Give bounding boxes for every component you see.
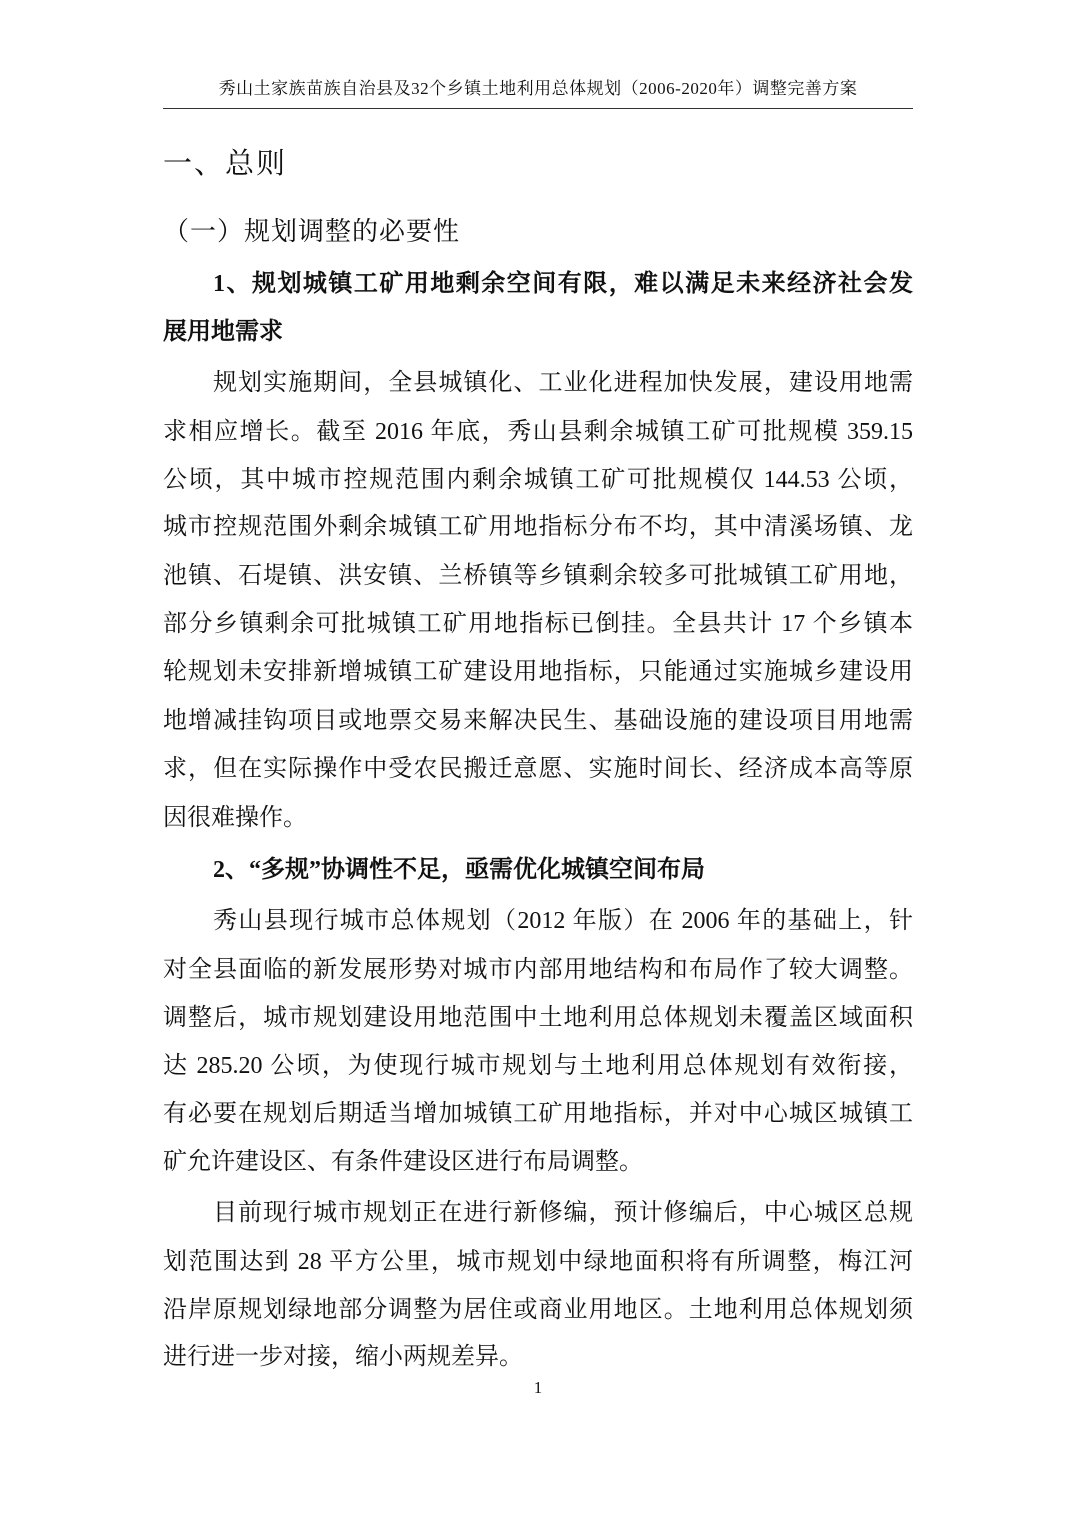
item2-heading: 2、“多规”协调性不足，亟需优化城镇空间布局 xyxy=(213,857,705,883)
running-header: 秀山土家族苗族自治县及32个乡镇土地利用总体规划（2006-2020年）调整完善方案 xyxy=(218,79,858,98)
paragraph-line: 地增减挂钩项目或地票交易来解决民生、基础设施的建设项目用地需 xyxy=(163,708,913,734)
paragraph-line: 矿允许建设区、有条件建设区进行布局调整。 xyxy=(163,1149,643,1175)
paragraph-line: 轮规划未安排新增城镇工矿建设用地指标，只能通过实施城乡建设用 xyxy=(163,659,913,685)
paragraph-line: 对全县面临的新发展形势对城市内部用地结构和布局作了较大调整。 xyxy=(163,957,913,983)
paragraph-line: 公顷，其中城市控规范围内剩余城镇工矿可批规模仅 144.53 公顷， xyxy=(163,467,913,493)
paragraph-line: 调整后，城市规划建设用地范围中土地利用总体规划未覆盖区域面积 xyxy=(163,1005,913,1031)
paragraph-line: 划范围达到 28 平方公里，城市规划中绿地面积将有所调整，梅江河 xyxy=(163,1249,913,1275)
paragraph-line: 进行进一步对接，缩小两规差异。 xyxy=(163,1344,523,1370)
paragraph-line: 达 285.20 公顷，为使现行城市规划与土地利用总体规划有效衔接， xyxy=(163,1053,913,1079)
paragraph-line: 求相应增长。截至 2016 年底，秀山县剩余城镇工矿可批规模 359.15 xyxy=(163,419,913,445)
paragraph-line: 目前现行城市规划正在进行新修编，预计修编后，中心城区总规 xyxy=(213,1200,913,1226)
item1-heading-line: 1、规划城镇工矿用地剩余空间有限，难以满足未来经济社会发 xyxy=(213,271,913,297)
paragraph-line: 沿岸原规划绿地部分调整为居住或商业用地区。土地利用总体规划须 xyxy=(163,1297,913,1323)
subsection-title: （一）规划调整的必要性 xyxy=(163,217,461,246)
item1-heading-line: 展用地需求 xyxy=(163,319,283,345)
paragraph-line: 城市控规范围外剩余城镇工矿用地指标分布不均，其中清溪场镇、龙 xyxy=(163,514,913,540)
paragraph-line: 部分乡镇剩余可批城镇工矿用地指标已倒挂。全县共计 17 个乡镇本 xyxy=(163,611,913,637)
paragraph-line: 秀山县现行城市总体规划（2012 年版）在 2006 年的基础上，针 xyxy=(213,908,913,934)
paragraph-line: 池镇、石堤镇、洪安镇、兰桥镇等乡镇剩余较多可批城镇工矿用地， xyxy=(163,563,913,589)
paragraph-line: 规划实施期间，全县城镇化、工业化进程加快发展，建设用地需 xyxy=(213,370,913,396)
section-title: 一、总则 xyxy=(163,148,288,180)
paragraph-line: 有必要在规划后期适当增加城镇工矿用地指标，并对中心城区城镇工 xyxy=(163,1101,913,1127)
paragraph-line: 求，但在实际操作中受农民搬迁意愿、实施时间长、经济成本高等原 xyxy=(163,756,913,782)
page-number: 1 xyxy=(533,1378,543,1397)
header-divider xyxy=(163,108,913,109)
paragraph-line: 因很难操作。 xyxy=(163,805,307,831)
